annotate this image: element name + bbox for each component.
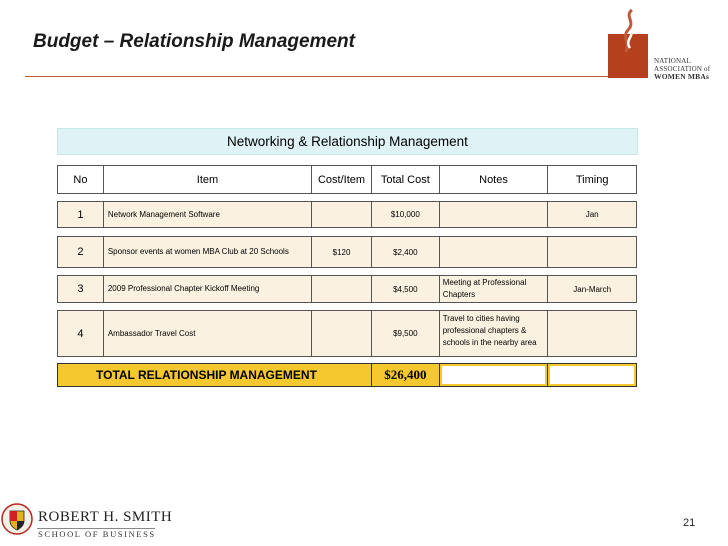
cell-item: Network Management Software bbox=[104, 202, 312, 227]
total-label: TOTAL RELATIONSHIP MANAGEMENT bbox=[58, 364, 372, 386]
cell-cost-item: $120 bbox=[312, 237, 372, 267]
col-header-no: No bbox=[58, 166, 104, 193]
table-row bbox=[57, 275, 637, 303]
cell-item: 2009 Professional Chapter Kickoff Meeting bbox=[104, 276, 312, 302]
logo-line-1: NATIONAL bbox=[654, 57, 691, 65]
school-name: ROBERT H. SMITH bbox=[38, 509, 173, 525]
col-header-item: Item bbox=[104, 166, 312, 193]
cell-total-cost: $9,500 bbox=[372, 311, 440, 356]
cell-no: 1 bbox=[58, 202, 104, 227]
cell-notes: Travel to cities having professional chapters & schools in the nearby area bbox=[440, 311, 549, 356]
cell-no: 4 bbox=[58, 311, 104, 356]
university-seal-icon bbox=[0, 495, 34, 543]
cell-total-cost: $4,500 bbox=[372, 276, 440, 302]
col-header-timing: Timing bbox=[575, 173, 609, 186]
cell-timing: Jan-March bbox=[573, 284, 612, 294]
cell-timing bbox=[548, 237, 636, 267]
column-header-row bbox=[57, 165, 637, 194]
cell-item: Sponsor events at women MBA Club at 20 Schools bbox=[104, 237, 312, 267]
table-title-band: Networking & Relationship Management bbox=[57, 128, 638, 155]
col-header-total-cost: Total Cost bbox=[372, 166, 440, 193]
logo-line-3: WOMEN MBAs bbox=[654, 72, 710, 81]
page-number: 21 bbox=[683, 517, 696, 529]
cell-notes: Meeting at Professional Chapters bbox=[440, 276, 549, 302]
total-notes-cell bbox=[440, 364, 549, 386]
school-subtitle: SCHOOL OF BUSINESS bbox=[38, 529, 156, 539]
cell-timing: Jan bbox=[585, 210, 599, 219]
cell-no: 3 bbox=[58, 276, 104, 302]
nawmba-logo-text bbox=[654, 57, 710, 81]
table-row bbox=[57, 310, 637, 357]
cell-timing bbox=[548, 311, 636, 356]
cell-notes bbox=[440, 237, 549, 267]
col-header-notes: Notes bbox=[440, 166, 549, 193]
total-timing-cell bbox=[548, 364, 636, 386]
cell-item: Ambassador Travel Cost bbox=[104, 311, 312, 356]
col-header-cost-item: Cost/Item bbox=[312, 166, 372, 193]
logo-line-2: ASSOCIATION of bbox=[654, 65, 711, 73]
cell-total-cost: $10,000 bbox=[372, 202, 440, 227]
nawmba-swirl-icon bbox=[614, 8, 644, 54]
title-divider bbox=[25, 76, 608, 77]
cell-cost-item bbox=[312, 202, 372, 227]
slide-title: Budget – Relationship Management bbox=[33, 31, 355, 52]
total-value: $26,400 bbox=[372, 364, 440, 386]
total-row bbox=[57, 363, 637, 387]
cell-no: 2 bbox=[58, 237, 104, 267]
cell-cost-item bbox=[312, 276, 372, 302]
cell-cost-item bbox=[312, 311, 372, 356]
table-row bbox=[57, 236, 637, 268]
table-row bbox=[57, 201, 637, 228]
cell-notes bbox=[440, 202, 549, 227]
cell-total-cost: $2,400 bbox=[372, 237, 440, 267]
